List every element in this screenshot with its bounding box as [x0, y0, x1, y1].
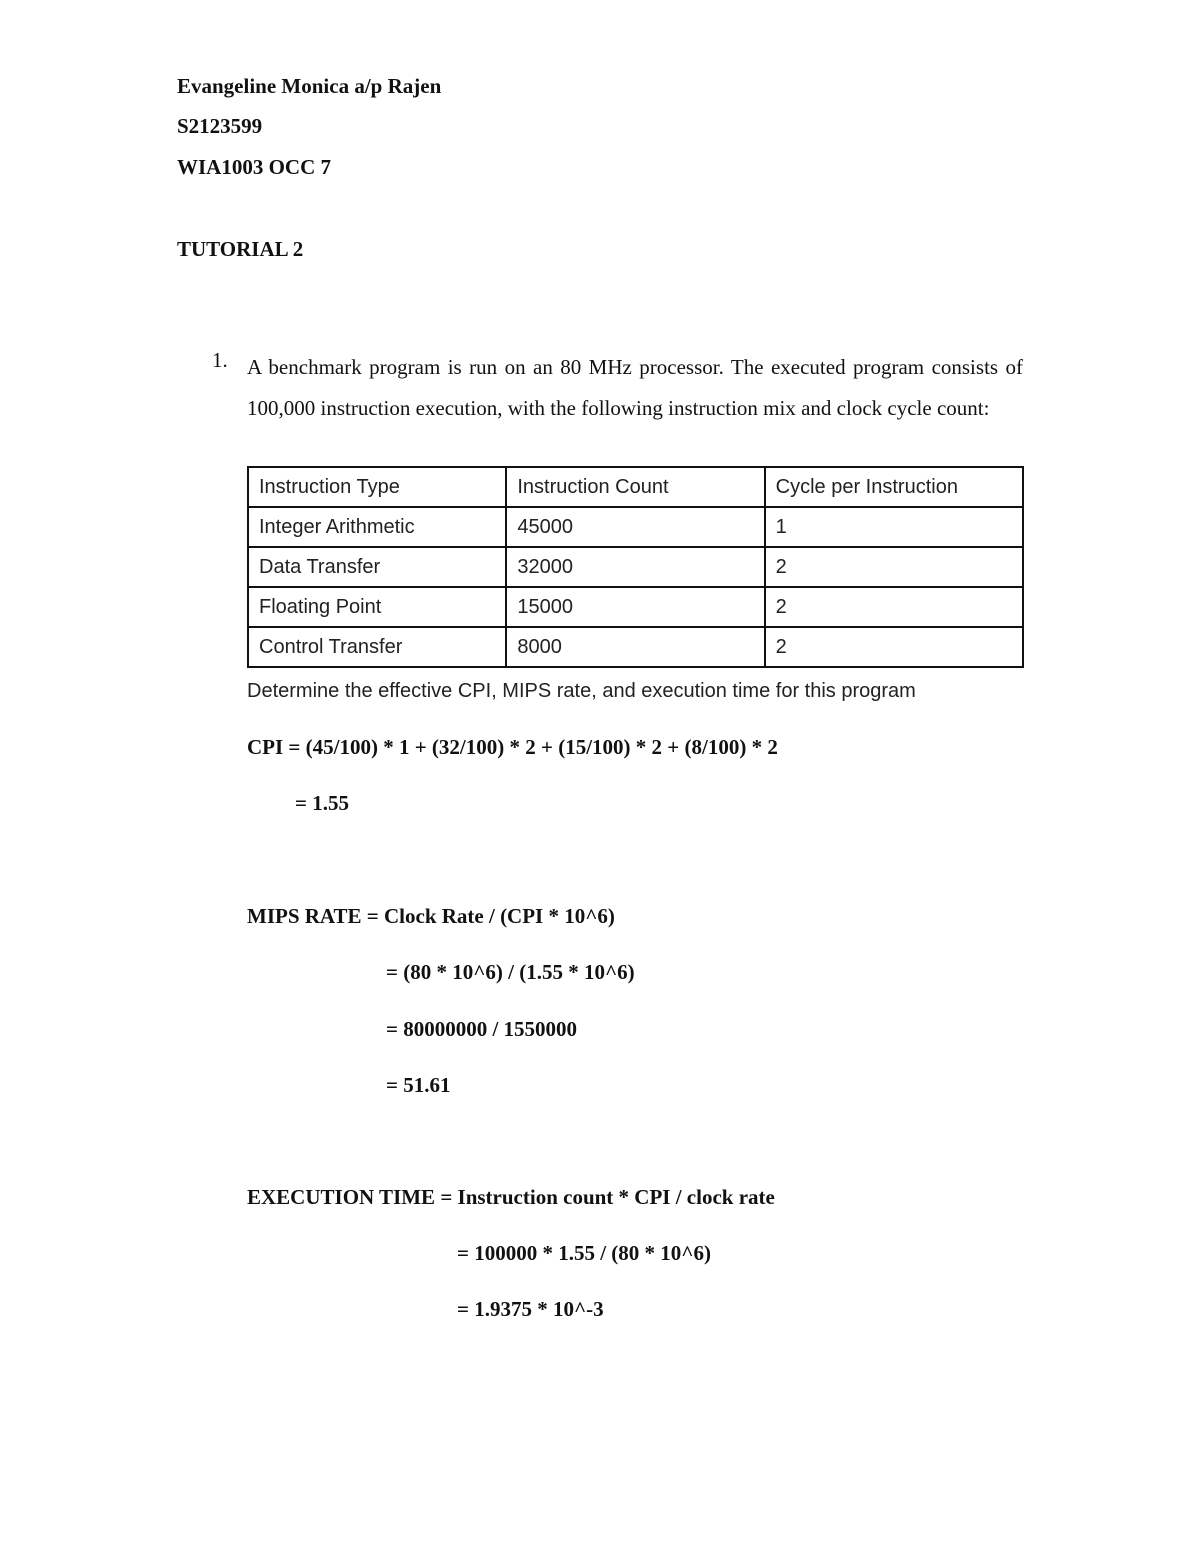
table-header-row: [248, 467, 1023, 507]
table-cell: 2: [765, 547, 1023, 587]
table-cell: 8000: [506, 627, 764, 667]
mips-step: = (80 * 10^6) / (1.55 * 10^6): [386, 960, 635, 984]
cpi-formula: CPI = (45/100) * 1 + (32/100) * 2 + (15/100) * 2 + (8/100) * 2: [247, 735, 778, 759]
table-row: [248, 587, 1023, 627]
mips-result: = 51.61: [386, 1073, 451, 1097]
tutorial-title: TUTORIAL 2: [177, 237, 304, 261]
table-header-cell: Cycle per Instruction: [765, 467, 1023, 507]
table-cell: 15000: [506, 587, 764, 627]
table-header-cell: Instruction Count: [506, 467, 764, 507]
table-row: [248, 547, 1023, 587]
mips-formula: MIPS RATE = Clock Rate / (CPI * 10^6): [247, 904, 615, 928]
question-number: 1.: [212, 348, 228, 372]
table-row: [248, 507, 1023, 547]
table-cell: Integer Arithmetic: [248, 507, 506, 547]
table-cell: 45000: [506, 507, 764, 547]
student-name: Evangeline Monica a/p Rajen: [177, 74, 442, 98]
mips-step: = 80000000 / 1550000: [386, 1017, 578, 1041]
table-cell: 32000: [506, 547, 764, 587]
execution-time-result: = 1.9375 * 10^-3: [457, 1297, 604, 1321]
table-cell: 2: [765, 627, 1023, 667]
table-row: [248, 627, 1023, 667]
cpi-result: = 1.55: [295, 791, 349, 815]
table-cell: 1: [765, 507, 1023, 547]
table-header-cell: Instruction Type: [248, 467, 506, 507]
execution-time-formula: EXECUTION TIME = Instruction count * CPI / clock rate: [247, 1185, 775, 1209]
question-text: A benchmark program is run on an 80 MHz processor. The executed program consists of 100,000 instruction execution, with the following instruction mix and clock cycle count:: [247, 355, 1023, 420]
table-cell: 2: [765, 587, 1023, 627]
table-cell: Floating Point: [248, 587, 506, 627]
table-cell: Data Transfer: [248, 547, 506, 587]
question-prompt: Determine the effective CPI, MIPS rate, and execution time for this program: [247, 680, 916, 702]
course-code: WIA1003 OCC 7: [177, 155, 332, 179]
execution-time-step: = 100000 * 1.55 / (80 * 10^6): [457, 1241, 711, 1265]
table-cell: Control Transfer: [248, 627, 506, 667]
student-id: S2123599: [177, 114, 263, 138]
instruction-mix-table: [247, 466, 1024, 668]
